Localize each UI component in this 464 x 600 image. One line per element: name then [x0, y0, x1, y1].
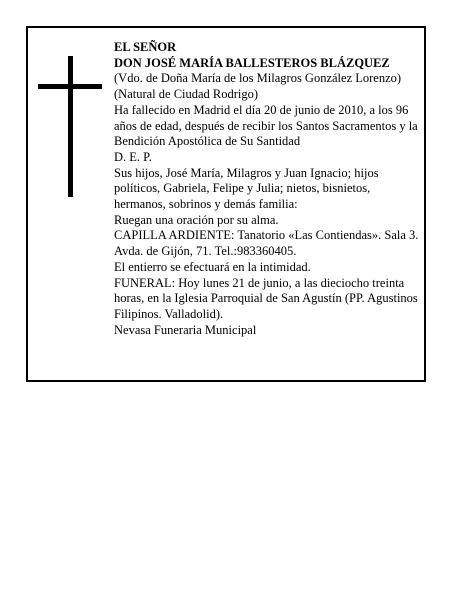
funeral-home: Nevasa Funeraria Municipal — [114, 322, 257, 337]
burial-info: El entierro se efectuará en la intimidad. — [114, 259, 311, 274]
relation-text: (Vdo. de Doña María de los Milagros González Lorenzo)(Natural de Ciudad Rodrigo) — [114, 71, 402, 102]
chapel-info: CAPILLA ARDIENTE: Tanatorio «Las Contiendas». Sala 3. Avda. de Gijón, 71. Tel.:983360405. — [114, 228, 419, 259]
family-text: Sus hijos, José María, Milagros y Juan Ignacio; hijos políticos, Gabriela, Felipe y Julia; nietos, bisnietos, hermanos, sobrinos y demás familia: — [114, 165, 379, 212]
obituary-notice — [26, 26, 426, 382]
prayer-request: Ruegan una oración por su alma. — [114, 212, 279, 227]
death-text: Ha fallecido en Madrid el día 20 de junio de 2010, a los 96 años de edad, después de recibir los Santos Sacramentos y la Bendición Apostólica de Su Santidad — [114, 102, 418, 149]
rip-text: D. E. P. — [114, 149, 152, 164]
notice-text — [114, 40, 422, 338]
notice-title: EL SEÑOR — [114, 40, 177, 54]
cross-horizontal-bar — [38, 84, 102, 89]
deceased-name: DON JOSÉ MARÍA BALLESTEROS BLÁZQUEZ — [114, 55, 390, 70]
funeral-info: FUNERAL: Hoy lunes 21 de junio, a las dieciocho treinta horas, en la Iglesia Parroquial de San Agustín (PP. Agustinos Filipinos. Valladolid). — [114, 275, 418, 321]
cross-vertical-bar — [68, 56, 73, 197]
